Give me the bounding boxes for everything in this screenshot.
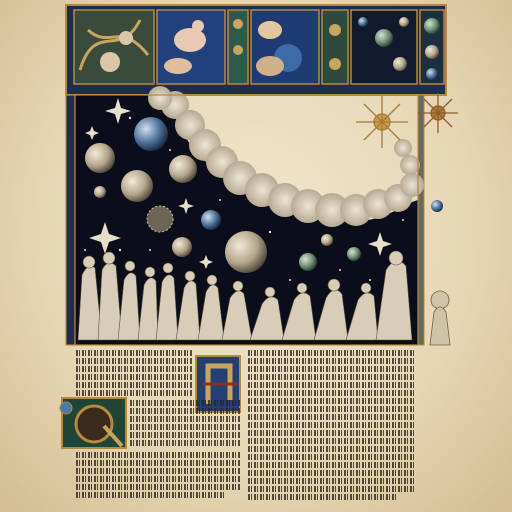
planet-icon [134,117,168,151]
sun-icon [418,93,458,133]
cosmic-scene [75,86,424,345]
right-border [418,95,424,345]
planet-icon [169,155,197,183]
left-border [66,95,75,345]
initial-letter-icon [60,398,126,448]
planet-icon [375,29,393,47]
planet-icon [147,206,173,232]
planet-icon [121,170,153,202]
figure-icon [431,291,449,309]
planet-icon [85,143,115,173]
planet-icon [431,200,443,212]
frieze-panel-5 [322,10,348,84]
planet-icon [225,231,267,273]
planet-icon [201,210,221,230]
top-frieze [66,5,446,95]
figure-icon [100,52,120,72]
